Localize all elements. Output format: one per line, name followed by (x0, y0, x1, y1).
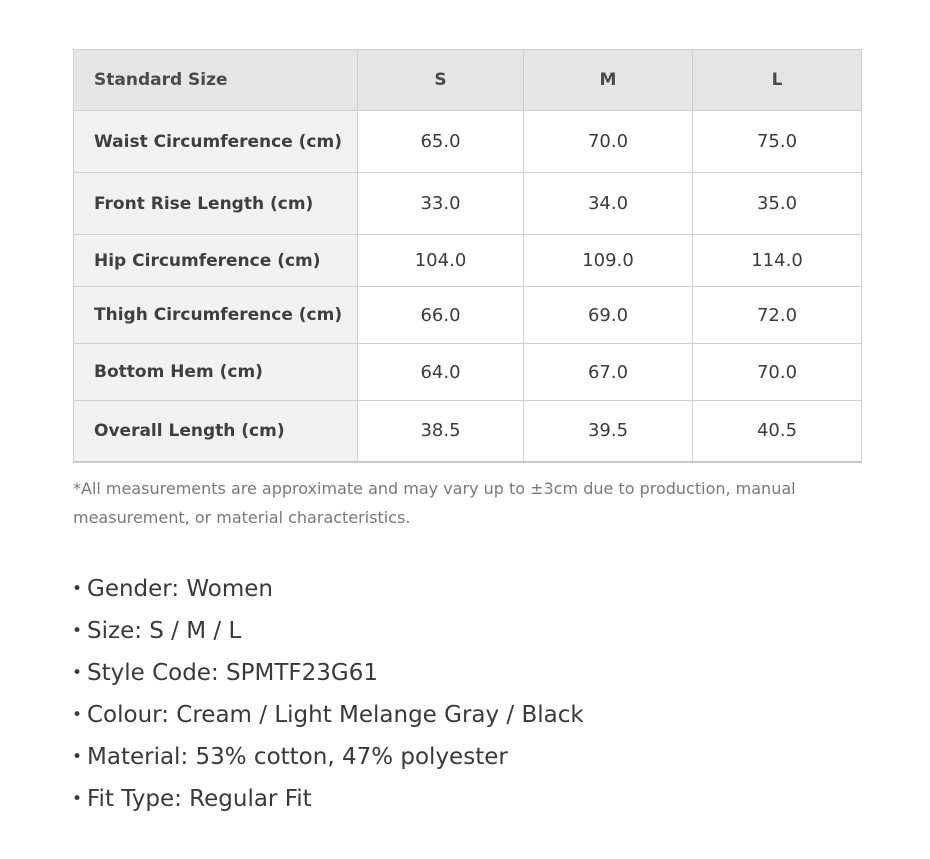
spec-item-size (72, 610, 584, 652)
cell-value: 40.5 (693, 401, 862, 462)
spec-item-material (72, 736, 584, 778)
bullet-icon: • (72, 621, 83, 641)
cell-value: 33.0 (358, 173, 524, 235)
spec-item-gender (72, 568, 584, 610)
cell-value: 66.0 (358, 287, 524, 344)
header-size-l: L (693, 50, 862, 111)
cell-value: 69.0 (524, 287, 693, 344)
cell-value: 70.0 (693, 344, 862, 401)
cell-value: 114.0 (693, 235, 862, 287)
cell-value: 38.5 (358, 401, 524, 462)
cell-value: 75.0 (693, 111, 862, 173)
spec-text: Style Code: SPMTF23G61 (87, 660, 378, 686)
table-row (74, 287, 862, 344)
bullet-icon: • (72, 663, 83, 683)
bullet-icon: • (72, 747, 83, 767)
spec-item-colour (72, 694, 584, 736)
cell-value: 67.0 (524, 344, 693, 401)
cell-value: 64.0 (358, 344, 524, 401)
cell-value: 109.0 (524, 235, 693, 287)
table-row (74, 173, 862, 235)
spec-item-fit-type (72, 778, 584, 820)
table-row (74, 401, 862, 462)
spec-text: Gender: Women (87, 576, 274, 602)
table-row (74, 344, 862, 401)
header-size-m: M (524, 50, 693, 111)
bullet-icon: • (72, 705, 83, 725)
row-label: Front Rise Length (cm) (74, 173, 358, 235)
row-label: Overall Length (cm) (74, 401, 358, 462)
spec-text: Size: S / M / L (87, 618, 242, 644)
spec-text: Material: 53% cotton, 47% polyester (87, 744, 508, 770)
cell-value: 65.0 (358, 111, 524, 173)
cell-value: 39.5 (524, 401, 693, 462)
bullet-icon: • (72, 579, 83, 599)
row-label: Thigh Circumference (cm) (74, 287, 358, 344)
header-size-s: S (358, 50, 524, 111)
table-row (74, 111, 862, 173)
row-label: Waist Circumference (cm) (74, 111, 358, 173)
row-label: Hip Circumference (cm) (74, 235, 358, 287)
cell-value: 70.0 (524, 111, 693, 173)
cell-value: 104.0 (358, 235, 524, 287)
spec-text: Fit Type: Regular Fit (87, 786, 312, 812)
spec-item-style-code (72, 652, 584, 694)
header-standard-size: Standard Size (74, 50, 358, 111)
row-label: Bottom Hem (cm) (74, 344, 358, 401)
spec-text: Colour: Cream / Light Melange Gray / Black (87, 702, 584, 728)
size-chart-table (73, 49, 862, 463)
cell-value: 72.0 (693, 287, 862, 344)
product-spec-list (72, 568, 584, 820)
table-header-row (74, 50, 862, 111)
table-row (74, 235, 862, 287)
measurement-disclaimer: *All measurements are approximate and may vary up to ±3cm due to production, manual measurement, or material characteristics. (73, 479, 796, 527)
cell-value: 35.0 (693, 173, 862, 235)
bullet-icon: • (72, 789, 83, 809)
cell-value: 34.0 (524, 173, 693, 235)
